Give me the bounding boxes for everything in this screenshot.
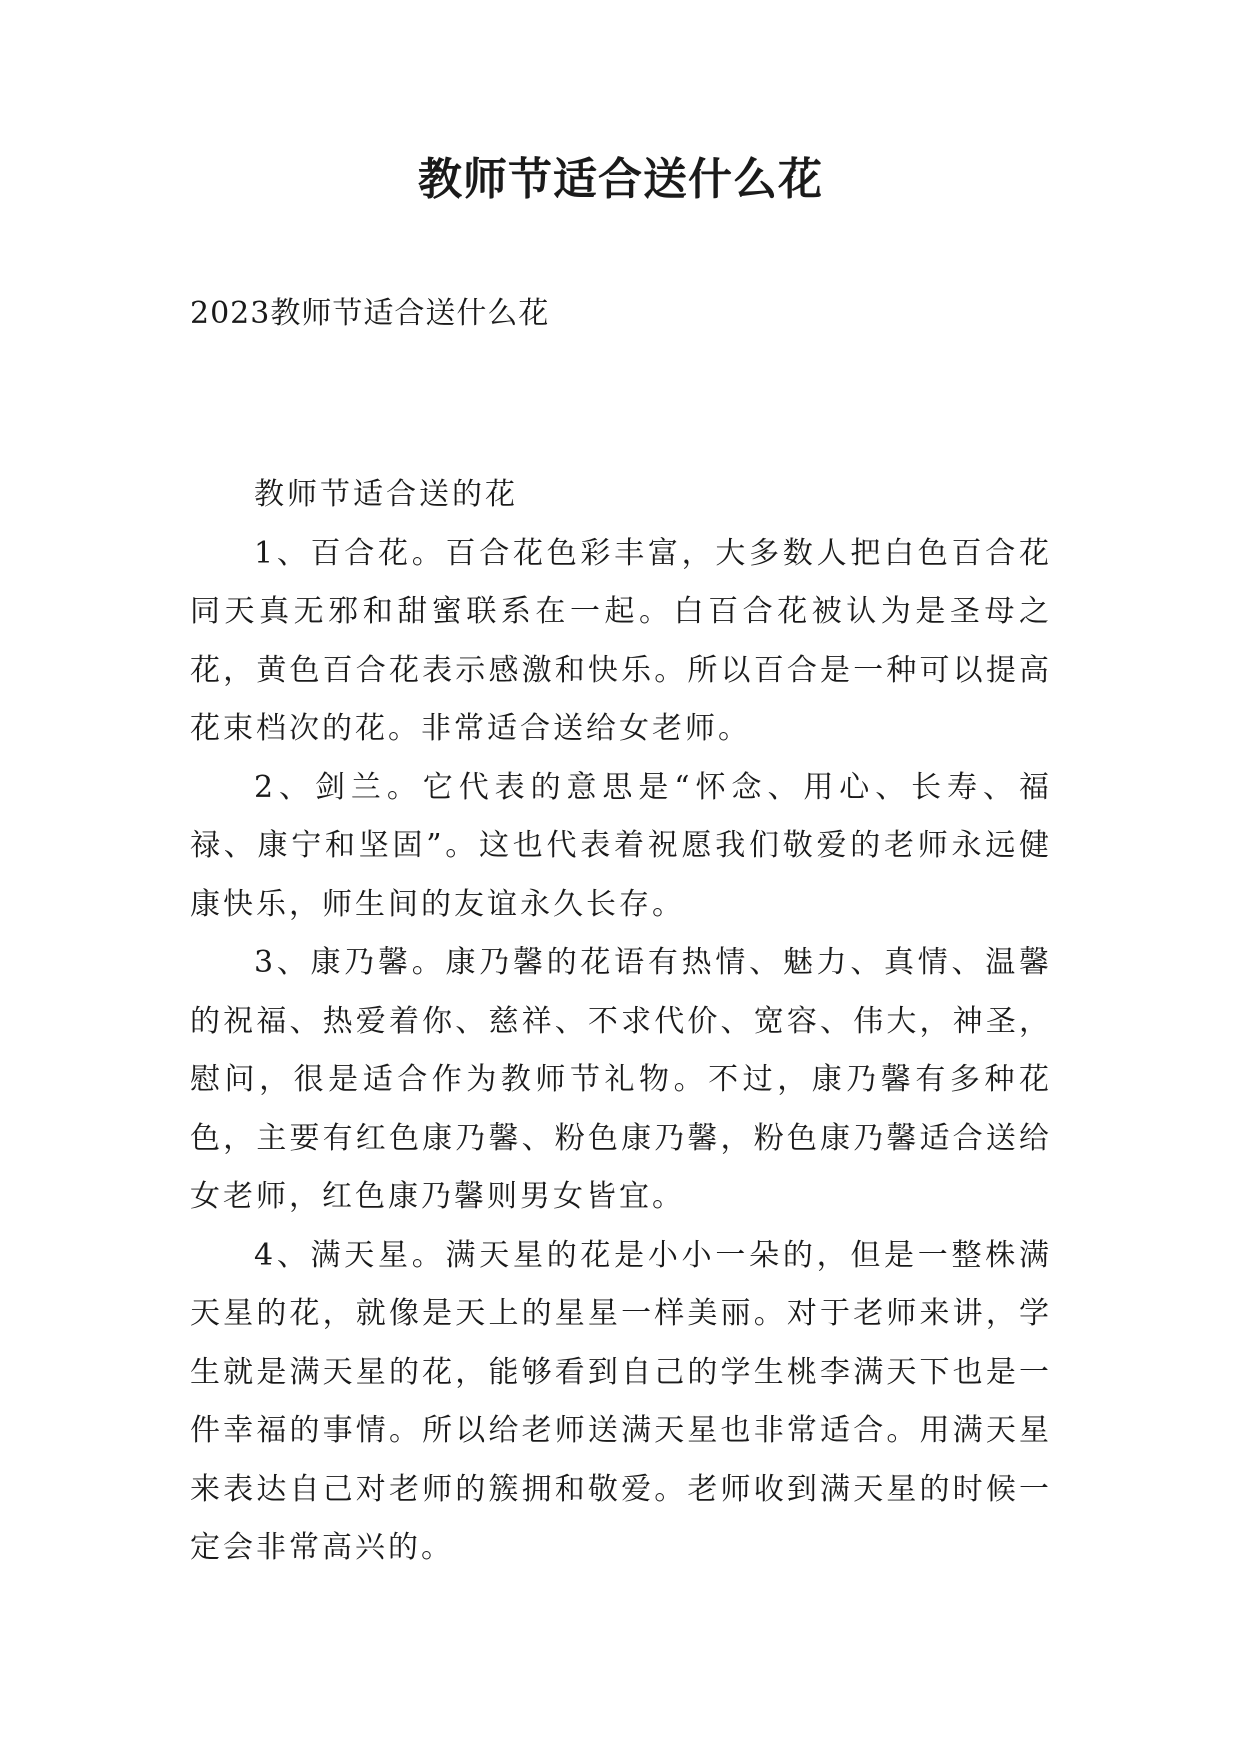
document-body xyxy=(190,466,1052,1578)
paragraph-lily: 1、百合花。百合花色彩丰富，大多数人把白色百合花同天真无邪和甜蜜联系在一起。白百合花被认为是圣母之花，黄色百合花表示感激和快乐。所以百合是一种可以提高花束档次的花。非常适合送给女老师。 xyxy=(190,535,1052,746)
section-heading: 教师节适合送的花 xyxy=(254,477,518,512)
document-title: 教师节适合送什么花 xyxy=(418,154,823,205)
paragraph-gladiolus: 2、剑兰。它代表的意思是“怀念、用心、长寿、福禄、康宁和坚固”。这也代表着祝愿我们敬爱的老师永远健康快乐，师生间的友谊永久长存。 xyxy=(190,769,1052,922)
paragraph-babys-breath: 4、满天星。满天星的花是小小一朵的，但是一整株满天星的花，就像是天上的星星一样美丽。对于老师来讲，学生就是满天星的花，能够看到自己的学生桃李满天下也是一件幸福的事情。所以给老师送满天星也非常适合。用满天星来表达自己对老师的簇拥和敬爱。老师收到满天星的时候一定会非常高兴的。 xyxy=(190,1237,1052,1565)
paragraph-carnation: 3、康乃馨。康乃馨的花语有热情、魅力、真情、温馨的祝福、热爱着你、慈祥、不求代价、宽容、伟大，神圣，慰问，很是适合作为教师节礼物。不过，康乃馨有多种花色，主要有红色康乃馨、粉色康乃馨，粉色康乃馨适合送给女老师，红色康乃馨则男女皆宜。 xyxy=(190,945,1052,1214)
document-subtitle: 2023教师节适合送什么花 xyxy=(190,296,550,331)
